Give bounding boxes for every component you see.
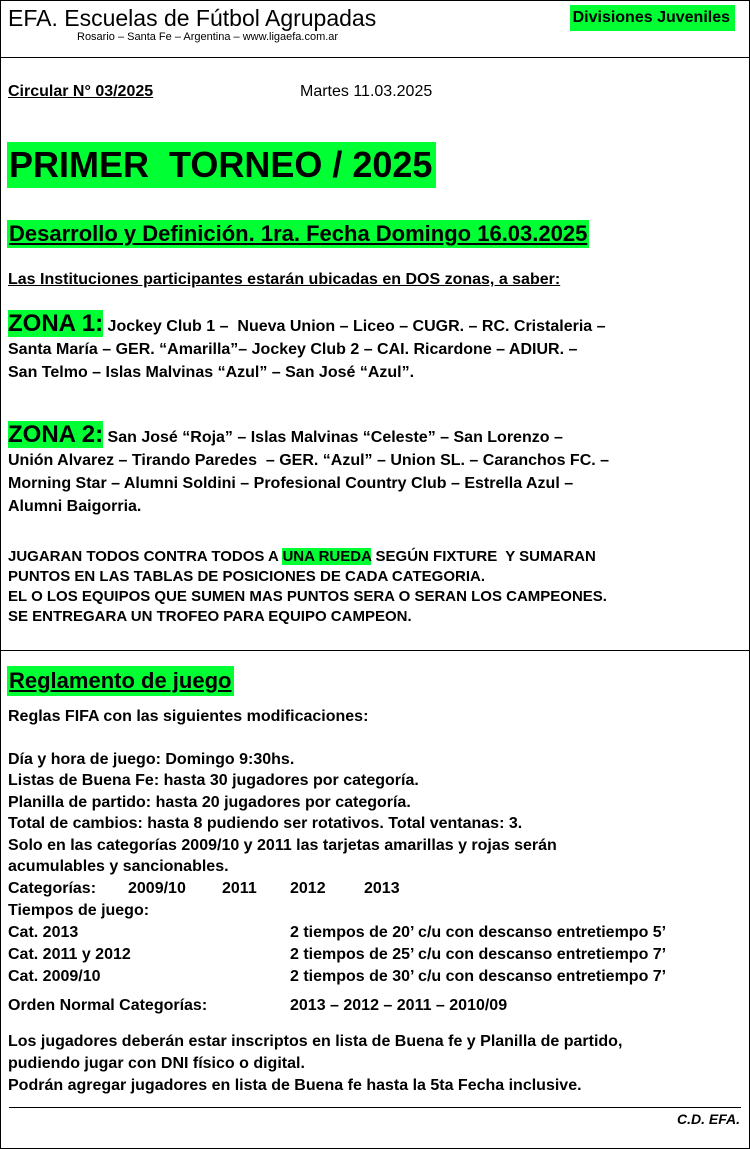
zona-1-block xyxy=(8,311,606,384)
section-divider xyxy=(1,650,749,651)
rules-text: SEGÚN FIXTURE Y SUMARAN xyxy=(371,548,596,565)
reglamento-line: Día y hora de juego: Domingo 9:30hs. xyxy=(8,751,295,768)
reglamento-line: Listas de Buena Fe: hasta 30 jugadores por categoría. xyxy=(8,772,419,790)
tiempo-desc: 2 tiempos de 25’ c/u con descanso entretiempo 7’ xyxy=(290,946,667,963)
reglamento-intro: Reglas FIFA con las siguientes modificaciones: xyxy=(8,708,369,725)
tiempo-cat: Cat. 2009/10 xyxy=(8,968,101,985)
tiempo-cat: Cat. 2011 y 2012 xyxy=(8,946,131,963)
final-line: pudiendo jugar con DNI físico o digital. xyxy=(8,1055,305,1072)
reglamento-title: Reglamento de juego xyxy=(7,666,234,696)
final-line: Los jugadores deberán estar inscriptos en lista de Buena fe y Planilla de partido, xyxy=(8,1033,623,1050)
org-subtitle: Rosario – Santa Fe – Argentina – www.ligaefa.com.ar xyxy=(77,31,339,43)
rules-highlight: UNA RUEDA xyxy=(282,548,372,565)
tiempo-desc: 2 tiempos de 30’ c/u con descanso entretiempo 7’ xyxy=(290,968,667,985)
zona-1-line: Jockey Club 1 – Nueva Union – Liceo – CUGR. – RC. Cristaleria – xyxy=(103,318,606,335)
categorias-label: Categorías: xyxy=(8,880,97,897)
reglamento-line: acumulables y sancionables. xyxy=(8,858,229,876)
reglamento-list xyxy=(8,749,557,877)
circular-date: Martes 11.03.2025 xyxy=(300,83,433,100)
footer-divider xyxy=(9,1107,741,1108)
zona-2-line: Alumni Baigorria. xyxy=(8,498,142,515)
zona-2-block xyxy=(8,422,609,518)
tiempo-cat: Cat. 2013 xyxy=(8,924,79,941)
categoria-item: 2012 xyxy=(290,880,326,897)
zona-1-line: San Telmo – Islas Malvinas “Azul” – San José “Azul”. xyxy=(8,364,415,381)
rules-line: EL O LOS EQUIPOS QUE SUMEN MAS PUNTOS SERA O SERAN LOS CAMPEONES. xyxy=(8,588,607,605)
reglamento-line: Planilla de partido: hasta 20 jugadores por categoría. xyxy=(8,793,411,811)
zones-intro: Las Instituciones participantes estarán ubicadas en DOS zonas, a saber: xyxy=(8,271,561,288)
rules-line: SE ENTREGARA UN TROFEO PARA EQUIPO CAMPEON. xyxy=(8,608,412,625)
reglamento-line: Total de cambios: hasta 8 pudiendo ser rotativos. Total ventanas: 3. xyxy=(8,815,523,833)
zona-2-line: Unión Alvarez – Tirando Paredes – GER. “Azul” – Union SL. – Caranchos FC. – xyxy=(8,452,610,469)
tournament-rules xyxy=(8,547,607,627)
circular-number: Circular N° 03/2025 xyxy=(8,83,154,100)
main-title: PRIMER TORNEO / 2025 xyxy=(7,142,436,188)
zona-2-line: San José “Roja” – Islas Malvinas “Celeste” – San Lorenzo – xyxy=(103,429,563,446)
divisions-badge: Divisiones Juveniles xyxy=(570,5,735,31)
tiempo-desc: 2 tiempos de 20’ c/u con descanso entretiempo 5’ xyxy=(290,924,667,941)
rules-line: PUNTOS EN LAS TABLAS DE POSICIONES DE CADA CATEGORIA. xyxy=(8,568,485,585)
categoria-item: 2009/10 xyxy=(128,880,186,897)
orden-value: 2013 – 2012 – 2011 – 2010/09 xyxy=(290,997,508,1014)
header-divider xyxy=(1,57,749,58)
zona-2-label: ZONA 2: xyxy=(8,421,104,448)
zona-1-label: ZONA 1: xyxy=(8,310,104,337)
zona-1-line: Santa María – GER. “Amarilla”– Jockey Club 2 – CAI. Ricardone – ADIUR. – xyxy=(8,341,578,358)
final-line: Podrán agregar jugadores en lista de Buena fe hasta la 5ta Fecha inclusive. xyxy=(8,1077,582,1094)
signature: C.D. EFA. xyxy=(676,1111,740,1127)
categoria-item: 2013 xyxy=(364,880,400,897)
zona-2-line: Morning Star – Alumni Soldini – Profesional Country Club – Estrella Azul – xyxy=(8,475,574,492)
tiempos-label: Tiempos de juego: xyxy=(8,902,150,919)
orden-label: Orden Normal Categorías: xyxy=(8,997,208,1014)
categorias-row xyxy=(8,878,400,900)
org-title: EFA. Escuelas de Fútbol Agrupadas xyxy=(8,5,377,31)
final-notes xyxy=(8,1031,622,1097)
section-subtitle: Desarrollo y Definición. 1ra. Fecha Domingo 16.03.2025 xyxy=(9,221,588,246)
categoria-item: 2011 xyxy=(222,880,257,897)
rules-text: JUGARAN TODOS CONTRA TODOS A xyxy=(8,548,283,565)
reglamento-line: Solo en las categorías 2009/10 y 2011 las tarjetas amarillas y rojas serán xyxy=(8,836,557,854)
